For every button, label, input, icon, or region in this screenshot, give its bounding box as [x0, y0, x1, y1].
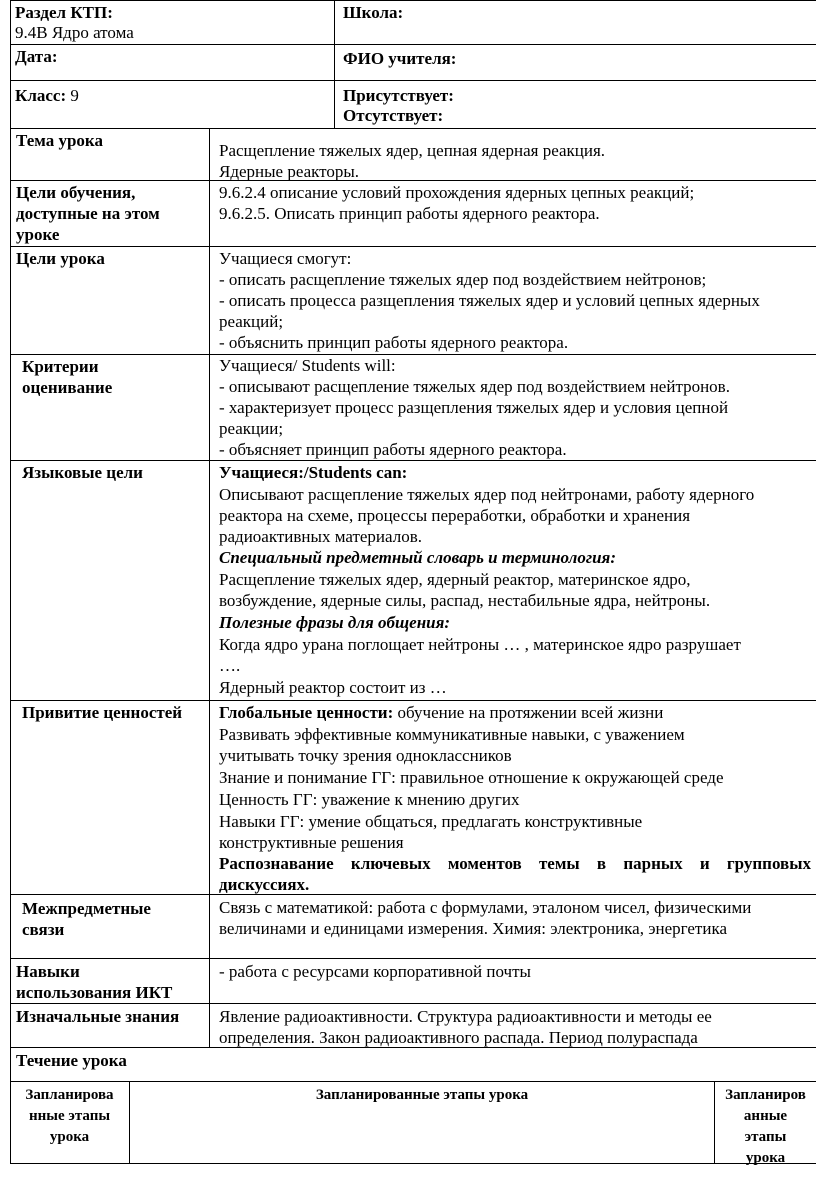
language-goal-line: Описывают расщепление тяжелых ядер под нейтронами, работу ядерного [219, 485, 755, 504]
table-border-left [10, 0, 11, 1164]
lesson-goal-line: - описать процесса разщепления тяжелых ядер и условий цепных ядерных [219, 291, 760, 310]
values-line: Развивать эффективные коммуникативные навыки, с уважением [219, 725, 685, 744]
values-bold-line: дискуссиях. [219, 875, 310, 894]
values-bold-line: Распознавание ключевых моментов темы в парных и групповых [219, 854, 811, 873]
criteria-line: - описывают расщепление тяжелых ядер под воздействием нейтронов. [219, 377, 730, 396]
lesson-plan-document [10, 0, 816, 1203]
course-col3-header: Запланиров [725, 1087, 806, 1103]
teacher-label: ФИО учителя: [343, 49, 457, 68]
lesson-goal-line: - описать расщепление тяжелых ядер под воздействием нейтронов; [219, 270, 707, 289]
values-line: конструктивные решения [219, 833, 404, 852]
learning-goals-label: доступные на этом [16, 204, 160, 223]
section-value: 9.4В Ядро атома [15, 23, 134, 42]
values-line: учитывать точку зрения одноклассников [219, 746, 512, 765]
class-label: Класс: [15, 86, 67, 105]
prior-knowledge-label: Изначальные знания [16, 1007, 180, 1026]
phrases-heading: Полезные фразы для общения: [219, 613, 451, 632]
global-values [219, 702, 663, 724]
learning-goal-line: 9.6.2.5. Описать принцип работы ядерного реактора. [219, 204, 600, 223]
criteria-line: Учащиеся/ Students will: [219, 356, 396, 375]
header-divider [334, 0, 335, 128]
class-field [15, 85, 79, 107]
values-line: Ценность ГГ: уважение к мнению других [219, 790, 520, 809]
criteria-label: Критерии [22, 357, 99, 376]
date-label: Дата: [15, 47, 58, 66]
course-col1-header: Запланирова [25, 1087, 114, 1103]
course-col3-header: урока [745, 1150, 786, 1166]
phrase-line: …. [219, 656, 241, 675]
lesson-goal-line: реакций; [219, 312, 284, 331]
interdisciplinary-label: связи [22, 920, 65, 939]
phrase-line: Когда ядро урана поглощает нейтроны … , материнское ядро разрушает [219, 635, 741, 654]
class-value: 9 [70, 86, 79, 105]
absent-label: Отсутствует: [343, 106, 444, 125]
topic-line: Ядерные реакторы. [219, 162, 360, 181]
criteria-line: - характеризует процесс разщепления тяжелых ядер и условия цепной [219, 398, 729, 417]
global-values-value: обучение на протяжении всей жизни [393, 703, 664, 722]
topic-label: Тема урока [16, 131, 103, 150]
body-column-divider [209, 128, 210, 1047]
prior-knowledge-line: Явление радиоактивности. Структура радиоактивности и методы ее [219, 1007, 712, 1026]
course-col1-header: урока [49, 1129, 90, 1145]
interdisciplinary-label: Межпредметные [22, 899, 151, 918]
interdisciplinary-line: Связь с математикой: работа с формулами, эталоном чисел, физическими [219, 898, 752, 917]
interdisciplinary-line: величинами и единицами измерения. Химия: электроника, энергетика [219, 919, 728, 938]
language-goals-label: Языковые цели [22, 463, 143, 482]
present-label: Присутствует: [343, 86, 454, 105]
lesson-goal-line: - объяснить принцип работы ядерного реактора. [219, 333, 569, 352]
language-goal-line: радиоактивных материалов. [219, 527, 422, 546]
ict-label: Навыки [16, 962, 80, 981]
school-label: Школа: [343, 3, 404, 22]
lesson-goal-line: Учащиеся смогут: [219, 249, 352, 268]
criteria-line: - объясняет принцип работы ядерного реактора. [219, 440, 567, 459]
section-label: Раздел КТП: [15, 3, 113, 22]
phrase-line: Ядерный реактор состоит из … [219, 678, 447, 697]
lesson-goals-label: Цели урока [16, 249, 105, 268]
course-col1-header: нные этапы [28, 1108, 111, 1124]
prior-knowledge-line: определения. Закон радиоактивного распада. Период полураспада [219, 1028, 698, 1047]
course-col3-header: этапы [744, 1129, 787, 1145]
vocab-line: возбуждение, ядерные силы, распад, нестабильные ядра, нейтроны. [219, 591, 711, 610]
language-goals-heading: Учащиеся:/Students can: [219, 463, 408, 482]
criteria-label: оценивание [22, 378, 113, 397]
ict-line: - работа с ресурсами корпоративной почты [219, 962, 531, 981]
vocab-line: Расщепление тяжелых ядер, ядерный реактор, материнское ядро, [219, 570, 691, 589]
values-line: Навыки ГГ: умение общаться, предлагать конструктивные [219, 812, 643, 831]
language-goal-line: реактора на схеме, процессы переработки, обработки и хранения [219, 506, 691, 525]
learning-goals-label: уроке [16, 225, 60, 244]
values-line: Знание и понимание ГГ: правильное отношение к окружающей среде [219, 768, 724, 787]
learning-goals-label: Цели обучения, [16, 183, 136, 202]
global-values-label: Глобальные ценности: [219, 703, 394, 722]
topic-line: Расщепление тяжелых ядер, цепная ядерная реакция. [219, 141, 606, 160]
course-col2-header: Запланированные этапы урока [315, 1087, 529, 1103]
vocab-heading: Специальный предметный словарь и терминология: [219, 548, 616, 567]
course-col3-header: анные [743, 1108, 788, 1124]
criteria-line: реакции; [219, 419, 284, 438]
ict-label: использования ИКТ [16, 983, 173, 1002]
values-label: Привитие ценностей [22, 703, 183, 722]
learning-goal-line: 9.6.2.4 описание условий прохождения ядерных цепных реакций; [219, 183, 695, 202]
course-title: Течение урока [16, 1051, 127, 1070]
